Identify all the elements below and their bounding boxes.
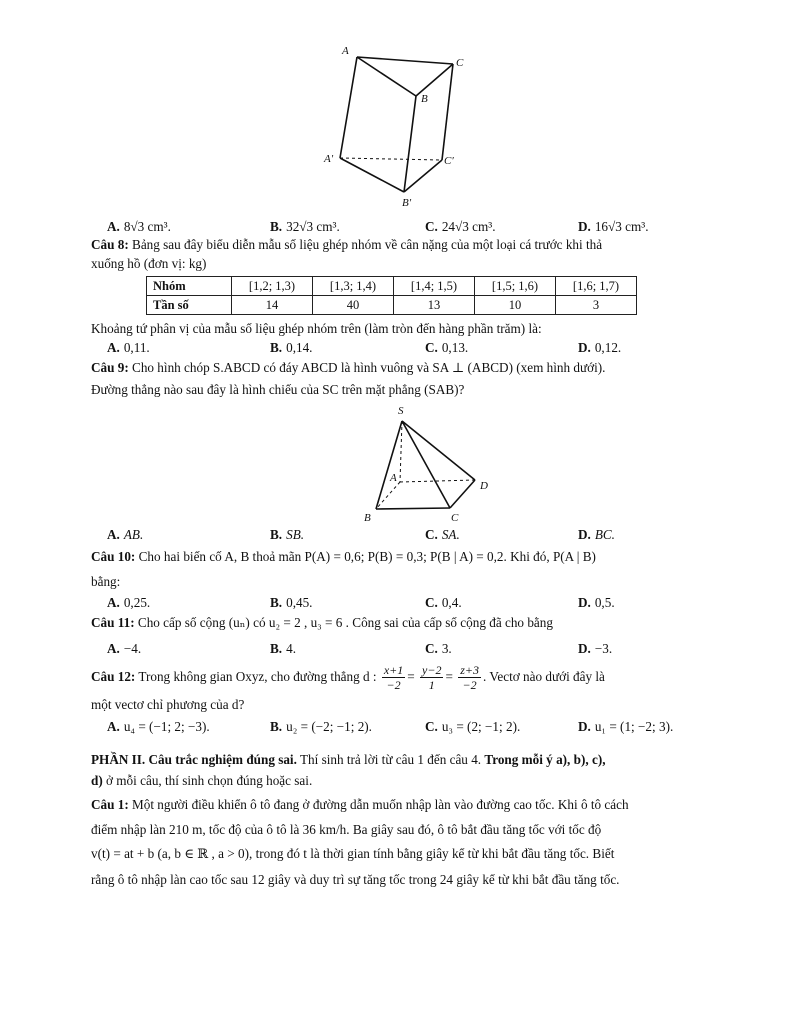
label-B: B [421, 93, 428, 105]
table-header-tanso: Tần số [147, 296, 232, 315]
table-cell: 3 [556, 296, 637, 315]
q9-text-2: Đường thẳng nào sau đây là hình chiếu của SC trên mặt phẳng (SAB)? [91, 382, 465, 397]
label-A: A [342, 45, 349, 57]
table-cell: [1,2; 1,3) [232, 277, 313, 296]
q8-text: Câu 8: Bảng sau đây biểu diễn mẫu số liệu ghép nhóm về cân nặng của một loại cá trước khi thả [91, 237, 603, 252]
label-D: D [480, 480, 488, 492]
fraction-x: $\frac{x+1}{-2}$ [383, 663, 404, 693]
fraction-z: $\frac{z+3}{-2}$ [460, 663, 479, 693]
table-cell: 10 [475, 296, 556, 315]
part2-heading: PHẦN II. Câu trắc nghiệm đúng sai. Thí sinh trả lời từ câu 1 đến câu 4. Trong mỗi ý a), b), c), [91, 752, 606, 767]
q10-option-d[interactable]: D. 0,5. [578, 595, 615, 610]
table-cell: [1,3; 1,4) [313, 277, 394, 296]
q12-option-b[interactable]: B. u₂ = (−2; −1; 2). [270, 719, 372, 734]
q8-option-c[interactable]: C. 0,13. [425, 340, 469, 355]
q7-option-b[interactable]: B. 32√3 cm³. [270, 219, 340, 234]
q10-text: Câu 10: Cho hai biến cố A, B thoả mãn P(A) = 0,6; P(B) = 0,3; P(B | A) = 0,2. Khi đó, P(A | B) [91, 549, 596, 564]
q11-option-d[interactable]: D. −3. [578, 641, 613, 656]
q12-option-d[interactable]: D. u₁ = (1; −2; 3). [578, 719, 674, 734]
table-row-groups [147, 277, 637, 296]
q8-text-2: xuống hồ (đơn vị: kg) [91, 256, 207, 271]
q9-option-b[interactable]: B. SB. [270, 527, 305, 542]
q7-option-c[interactable]: C. 24√3 cm³. [425, 219, 496, 234]
q12-option-c[interactable]: C. u₃ = (2; −1; 2). [425, 719, 521, 734]
label-A: A [390, 472, 397, 484]
p2q1-line-4: rằng ô tô nhập làn cao tốc sau 12 giây và duy trì sự tăng tốc trong 24 giây kể từ khi bắt đầu tăng tốc. [91, 872, 620, 887]
fraction-y: $\frac{y-2}{1}$ [422, 663, 442, 693]
q9-text: Câu 9: Cho hình chóp S.ABCD có đáy ABCD là hình vuông và SA ⊥ (ABCD) (xem hình dưới). [91, 360, 606, 375]
table-cell: 40 [313, 296, 394, 315]
q11-text: Câu 11: Cho cấp số cộng (uₙ) có u₂ = 2 , u₃ = 6 . Công sai của cấp số cộng đã cho bằng [91, 615, 553, 630]
q11-option-c[interactable]: C. 3. [425, 641, 452, 656]
q8-option-a[interactable]: A. 0,11. [107, 340, 150, 355]
q12-text-2: một vectơ chỉ phương của d? [91, 697, 245, 712]
part2-heading-2: d) ở mỗi câu, thí sinh chọn đúng hoặc sai. [91, 773, 313, 788]
q9-option-d[interactable]: D. BC. [578, 527, 615, 542]
q8-option-b[interactable]: B. 0,14. [270, 340, 313, 355]
q10-text-2: bằng: [91, 574, 121, 589]
p2q1-line-3: v(t) = at + b (a, b ∈ ℝ , a > 0), trong đó t là thời gian tính bằng giây kể từ khi bắt đầu tăng tốc. Biết [91, 846, 615, 861]
q12-option-a[interactable]: A. u₄ = (−1; 2; −3). [107, 719, 210, 734]
q8-option-d[interactable]: D. 0,12. [578, 340, 622, 355]
q11-option-b[interactable]: B. 4. [270, 641, 296, 656]
label-C1: C′ [444, 155, 454, 167]
q7-option-d[interactable]: D. 16√3 cm³. [578, 219, 649, 234]
label-B1: B′ [402, 197, 412, 209]
table-cell: 13 [394, 296, 475, 315]
q7-option-a[interactable]: A. 8√3 cm³. [107, 219, 171, 234]
p2q1-line-2: điểm nhập làn 210 m, tốc độ của ô tô là 36 km/h. Ba giây sau đó, ô tô bắt đầu tăng tốc với tốc độ [91, 822, 602, 837]
table-cell: [1,4; 1,5) [394, 277, 475, 296]
table-cell: [1,5; 1,6) [475, 277, 556, 296]
table-cell: 14 [232, 296, 313, 315]
table-cell: [1,6; 1,7) [556, 277, 637, 296]
q9-option-c[interactable]: C. SA. [425, 527, 460, 542]
q8-question: Khoảng tứ phân vị của mẫu số liệu ghép nhóm trên (làm tròn đến hàng phần trăm) là: [91, 321, 542, 336]
q12-text: Câu 12: Trong không gian Oxyz, cho đường thẳng d : $\frac{x+1}{-2}$ = $\frac{y-2}{1}$ = $\frac{z+3}{-2}$ . Vectơ nào dưới đây là [91, 663, 605, 693]
label-C: C [451, 512, 459, 524]
frequency-table [146, 276, 637, 315]
pyramid-figure [360, 400, 500, 525]
table-row-frequencies [147, 296, 637, 315]
q11-option-a[interactable]: A. −4. [107, 641, 142, 656]
p2q1-line-1: Câu 1: Một người điều khiển ô tô đang ở đường dẫn muốn nhập làn vào đường cao tốc. Khi ô tô cách [91, 797, 629, 812]
label-S: S [398, 405, 404, 417]
prism-figure [320, 40, 480, 215]
q10-option-c[interactable]: C. 0,4. [425, 595, 462, 610]
q10-option-a[interactable]: A. 0,25. [107, 595, 151, 610]
label-C: C [456, 57, 464, 69]
label-A1: A′ [324, 153, 334, 165]
table-header-nhom: Nhóm [147, 277, 232, 296]
q9-option-a[interactable]: A. AB. [107, 527, 144, 542]
q10-option-b[interactable]: B. 0,45. [270, 595, 313, 610]
label-B: B [364, 512, 371, 524]
